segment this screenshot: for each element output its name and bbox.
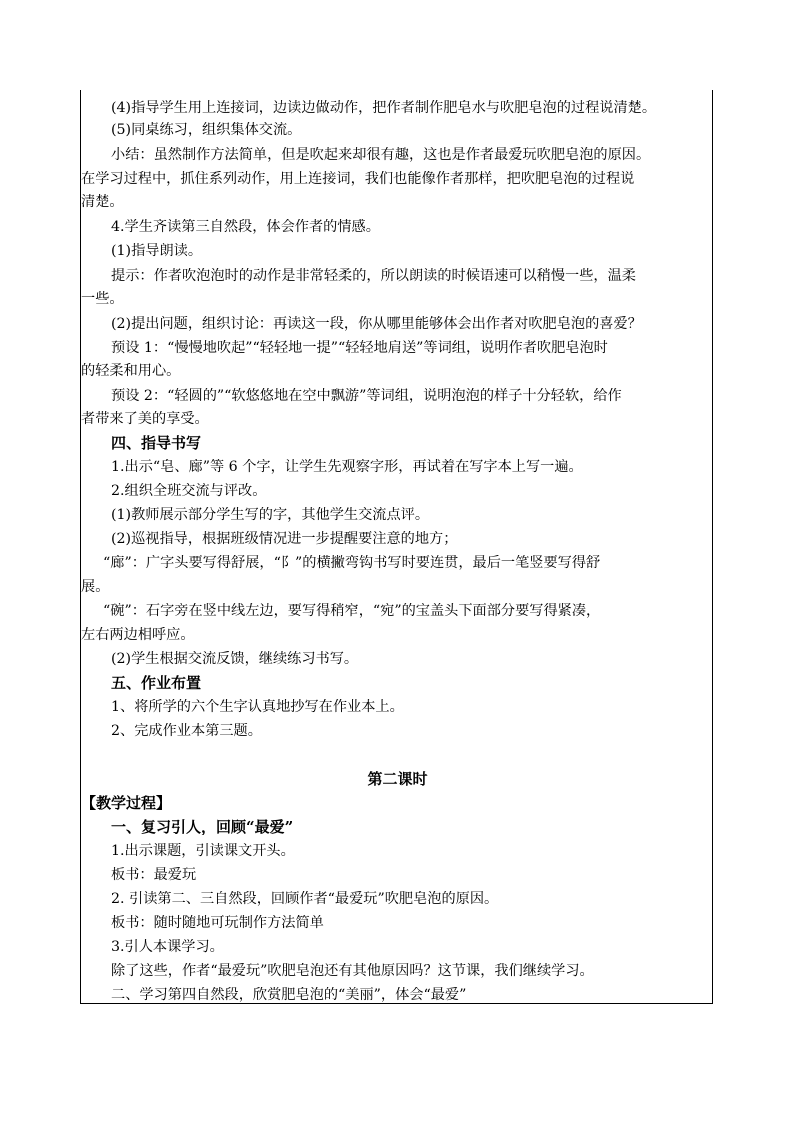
paragraph-line: 的轻柔和用心。	[81, 363, 181, 379]
paragraph-line: 展。	[81, 579, 110, 595]
paragraph-line: 1、将所学的六个生字认真地抄写在作业本上。	[111, 699, 404, 715]
paragraph-line: 2、完成作业本第三题。	[111, 723, 262, 739]
paragraph-line: “碗”：石字旁在竖中线左边，要写得稍窄，“宛”的宝盖头下面部分要写得紧凑，	[103, 603, 601, 619]
paragraph-line: 2.组织全班交流与评改。	[111, 483, 267, 499]
paragraph-line: 左右两边相呼应。	[81, 627, 195, 643]
paragraph-line: (5)同桌练习，组织集体交流。	[111, 122, 302, 138]
teaching-process-heading: 【教学过程】	[81, 795, 172, 811]
paragraph-line: (2)提出问题，组织讨论：再读这一段，你从哪里能够体会出作者对吹肥皂泡的喜爱？	[111, 316, 642, 332]
lesson-period-title: 第二课时	[367, 771, 428, 787]
paragraph-line: 2. 引读第二、三自然段，回顾作者“最爱玩”吹肥皂泡的原因。	[111, 891, 499, 907]
paragraph-line: 4.学生齐读第三自然段，体会作者的情感。	[111, 219, 380, 235]
paragraph-line: 提示：作者吹泡泡时的动作是非常轻柔的，所以朗读的时候语速可以稍慢一些，温柔	[111, 268, 636, 284]
paragraph-line: 预设 1：“慢慢地吹起”“轻轻地一提”“轻轻地肩送”等词组，说明作者吹肥皂泡时	[111, 340, 608, 356]
paragraph-line: 一些。	[81, 291, 124, 307]
paragraph-line: 者带来了美的享受。	[81, 411, 209, 427]
paragraph-line: 1.出示课题，引读课文开头。	[111, 843, 295, 859]
paragraph-line: (2)学生根据交流反馈，继续练习书写。	[111, 651, 359, 667]
section-heading: 四、指导书写	[111, 435, 202, 451]
paragraph-line: 二、学习第四自然段，欣赏肥皂泡的“美丽”，体会“最爱”	[111, 987, 467, 1003]
paragraph-line: 预设 2：“轻圆的”“软悠悠地在空中飘游”等词组，说明泡泡的样子十分轻软，给作	[111, 388, 622, 404]
paragraph-line: (4)指导学生用上连接词，边读边做动作，把作者制作肥皂水与吹肥皂泡的过程说清楚。	[111, 100, 657, 116]
paragraph-line: 小结：虽然制作方法简单，但是吹起来却很有趣，这也是作者最爱玩吹肥皂泡的原因。	[111, 147, 651, 163]
section-heading: 一、复习引人，回顾“最爱”	[111, 819, 294, 835]
paragraph-line: 在学习过程中，抓住系列动作，用上连接词，我们也能像作者那样，把吹肥皂泡的过程说	[81, 171, 635, 187]
paragraph-line: 3.引人本课学习。	[111, 939, 224, 955]
paragraph-line: (2)巡视指导，根据班级情况进一步提醒要注意的地方；	[111, 531, 458, 547]
section-heading: 五、作业布置	[111, 675, 202, 691]
paragraph-line: 板书：最爱玩	[111, 867, 197, 883]
paragraph-line: 板书：随时随地可玩制作方法简单	[111, 915, 324, 931]
lesson-plan-table-cell	[80, 90, 713, 1004]
paragraph-line: 除了这些，作者“最爱玩”吹肥皂泡还有其他原因吗？这节课，我们继续学习。	[111, 963, 594, 979]
paragraph-line: (1)教师展示部分学生写的字，其他学生交流点评。	[111, 507, 430, 523]
paragraph-line: 清楚。	[81, 194, 124, 210]
paragraph-line: (1)指导朗读。	[111, 243, 203, 259]
paragraph-line: 1.出示“皂、廊”等 6 个字，让学生先观察字形，再试着在写字本上写一遍。	[111, 459, 583, 475]
paragraph-line: “廊”：广字头要写得舒展，“阝”的横撇弯钩书写时要连贯，最后一笔竖要写得舒	[103, 555, 601, 571]
